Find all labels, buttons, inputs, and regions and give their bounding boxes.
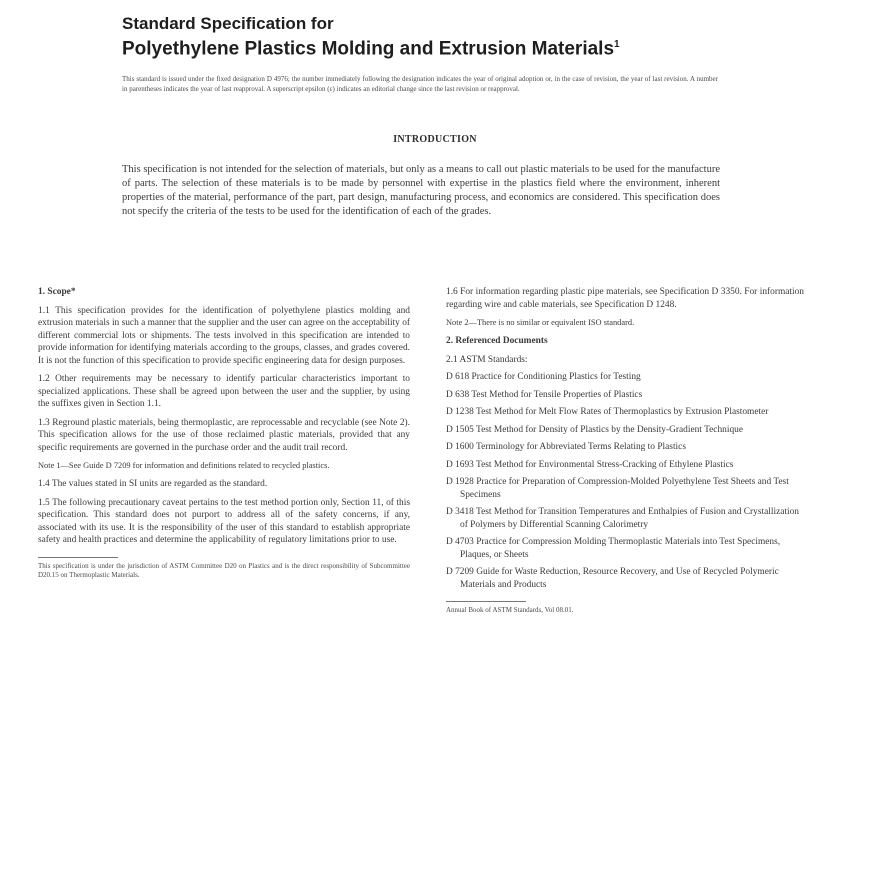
paragraph-1-1: 1.1 This specification provides for the identification of polyethylene plastics molding and extrusion materials in such a manner that the supplier and the user can agree on the acceptability of different commercial lots or shipments. The tests involved in this specification are intended to provide information for identifying materials according to the groups, classes, and grades covered. It is not the function of this specification to provide specific engineering data for design purposes. [38,305,410,366]
paragraph-1-5: 1.5 The following precautionary caveat pertains to the test method portion only, Section 11, of this specification. This standard does not purport to address all of the safety concerns, if any, associated with its use. It is the responsibility of the user of this standard to establish appropriate safety and health practices and determine the applicability of regulatory limitations prior to use. [38,497,410,545]
reference-list [446,354,804,592]
reference-item: D 638 Test Method for Tensile Properties of Plastics [446,389,643,400]
introduction-text: This specification is not intended for the selection of materials, but only as a means to call out plastic materials to be used for the manufacture of parts. The selection of these materials is to be made by personnel with expertise in the plastics field where the environment, inherent properties of the material, performance of the part, part design, manufacturing process, and economics are considered. This specification does not specify the criteria of the tests to be used for the identification of each of the grades. [122,164,720,217]
reference-item: 2.1 ASTM Standards: [446,354,528,365]
title-line-2 [122,34,762,60]
reference-item: D 3418 Test Method for Transition Temperatures and Enthalpies of Fusion and Crystallization of Polymers by Differential Scanning Calorimetry [446,507,799,530]
section-scope-heading: 1. Scope* [38,287,76,297]
standard-notice: This standard is issued under the fixed designation D 4976; the number immediately following the designation indicates the year of original adoption or, in the case of revision, the year of last revision. A number in parentheses indicates the year of last reapproval. A superscript epsilon (ε) indicates an editorial change since the last revision or reapproval. [122,75,718,93]
reference-item: D 1238 Test Method for Melt Flow Rates of Thermoplastics by Extrusion Plastometer [446,407,769,417]
footnote-right: Annual Book of ASTM Standards, Vol 08.01. [446,606,574,614]
title-line-2-text: Polyethylene Plastics Molding and Extrusion Materials [122,38,615,60]
paragraph-1-2: 1.2 Other requirements may be necessary to identify particular characteristics important to specialized applications. These shall be agreed upon between the user and the supplier, by using the suffixes given in Section 1.1. [38,374,410,409]
title-footnote-marker: 1 [614,39,620,50]
document-title [122,14,762,60]
reference-item: D 7209 Guide for Waste Reduction, Resource Recovery, and Use of Recycled Polymeric Materials and Products [446,567,779,590]
title-line-1: Standard Specification for [122,14,334,33]
section-referenced-documents-heading: 2. Referenced Documents [446,336,548,346]
footnote-left: This specification is under the jurisdiction of ASTM Committee D20 on Plastics and is the direct responsibility of Subcommittee D20.15 on Thermoplastic Materials. [38,561,410,579]
footnote-rule-right [446,601,526,602]
footnote-rule-left [38,557,118,558]
reference-item: D 1693 Test Method for Environmental Stress-Cracking of Ethylene Plastics [446,459,734,470]
paragraph-1-6: 1.6 For information regarding plastic pipe materials, see Specification D 3350. For information regarding wire and cable materials, see Specification D 1248. [446,287,804,310]
reference-item: D 618 Practice for Conditioning Plastics for Testing [446,372,641,382]
reference-item: D 4703 Practice for Compression Molding Thermoplastic Materials into Test Specimens, Plaques, or Sheets [446,537,781,560]
left-column [38,286,410,581]
note-2: Note 2—There is no similar or equivalent ISO standard. [446,318,635,327]
introduction-heading: INTRODUCTION [393,134,477,145]
note-1: Note 1—See Guide D 7209 for information and definitions related to recycled plastics. [38,461,330,470]
right-column [446,286,804,616]
reference-item: D 1928 Practice for Preparation of Compression-Molded Polyethylene Test Sheets and Test Specimens [446,477,789,500]
reference-item: D 1505 Test Method for Density of Plastics by the Density-Gradient Technique [446,424,743,435]
paragraph-1-4: 1.4 The values stated in SI units are regarded as the standard. [38,479,268,489]
paragraph-1-3: 1.3 Reground plastic materials, being thermoplastic, are reprocessable and recyclable (see Note 2). This specification allows for the use of those reclaimed plastic materials, provided that any specific requirements are governed in the purchase order and the audit trail record. [38,417,410,453]
reference-item: D 1600 Terminology for Abbreviated Terms Relating to Plastics [446,442,686,452]
